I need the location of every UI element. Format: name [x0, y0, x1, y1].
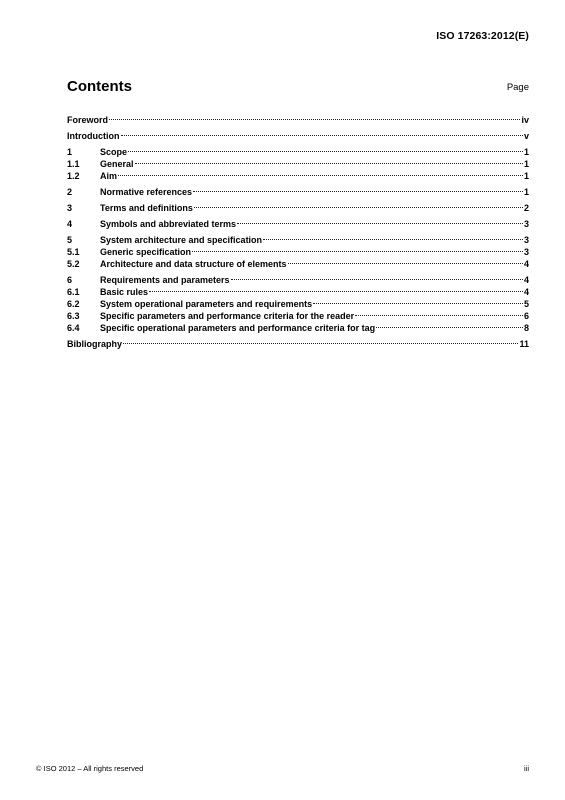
toc-entry[interactable] [67, 155, 529, 167]
toc-entry-number: 1 [67, 147, 73, 157]
document-id-header: ISO 17263:2012(E) [436, 30, 529, 42]
dot-leader [194, 199, 523, 211]
toc-entry-page: 4 [523, 287, 529, 297]
page-number-footer: iii [524, 764, 529, 773]
dot-leader [355, 307, 523, 319]
toc-entry-title: Architecture and data structure of elements [100, 259, 287, 269]
toc-entry-page: 4 [523, 259, 529, 269]
toc-entry-page: 3 [523, 247, 529, 257]
dot-leader [376, 319, 523, 331]
toc-entry-title: System operational parameters and requirements [100, 299, 313, 309]
toc-entry[interactable] [67, 199, 529, 211]
toc-entry-page: 1 [523, 187, 529, 197]
toc-entry[interactable] [67, 215, 529, 227]
toc-entry-title: Symbols and abbreviated terms [100, 219, 237, 229]
toc-entry-page: 6 [523, 311, 529, 321]
toc-entry-page: 3 [523, 235, 529, 245]
dot-leader [121, 127, 523, 139]
toc-entry[interactable] [67, 127, 529, 139]
dot-leader [313, 295, 523, 307]
toc-entry-page: 2 [523, 203, 529, 213]
toc-entry-page: 5 [523, 299, 529, 309]
dot-leader [192, 243, 523, 255]
toc-entry-title: Scope [100, 147, 128, 157]
toc-entry-title: Normative references [100, 187, 193, 197]
toc-entry-title: System architecture and specification [100, 235, 263, 245]
toc-entry[interactable] [67, 143, 529, 155]
toc-entry[interactable] [67, 111, 529, 123]
toc-entry-page: 11 [519, 339, 529, 349]
toc-entry-page: iv [521, 115, 529, 125]
dot-leader [123, 335, 518, 347]
toc-entry-title: Aim [100, 171, 118, 181]
toc-entry-title: Specific operational parameters and performance criteria for tag [100, 323, 376, 333]
toc-entry[interactable] [67, 335, 529, 347]
dot-leader [237, 215, 523, 227]
dot-leader [109, 111, 520, 123]
dot-leader [288, 255, 523, 267]
toc-entry-page: 1 [523, 147, 529, 157]
toc-entry-number: 4 [67, 219, 73, 229]
toc-entry-title: Basic rules [100, 287, 149, 297]
toc-entry-number: 6.1 [67, 287, 80, 297]
toc-entry-title: General [100, 159, 134, 169]
dot-leader [118, 167, 523, 179]
toc-entry-page: 8 [523, 323, 529, 333]
contents-heading: Contents [67, 78, 132, 95]
toc-entry-page: 1 [523, 159, 529, 169]
toc-entry-number: 3 [67, 203, 73, 213]
dot-leader [128, 143, 523, 155]
dot-leader [193, 183, 523, 195]
toc-entry-title: Foreword [67, 115, 109, 125]
toc-entry-title: Generic specification [100, 247, 192, 257]
toc-entry-number: 5.2 [67, 259, 80, 269]
toc-entry[interactable] [67, 231, 529, 243]
toc-entry-page: 1 [523, 171, 529, 181]
toc-entry-number: 5 [67, 235, 73, 245]
page-column-label: Page [506, 82, 529, 93]
toc-entry[interactable] [67, 271, 529, 283]
toc-entry-number: 6.2 [67, 299, 80, 309]
toc-entry[interactable] [67, 183, 529, 195]
toc-entry-page: v [523, 131, 529, 141]
dot-leader [149, 283, 523, 295]
toc-entry-number: 1.2 [67, 171, 80, 181]
toc-entry-number: 5.1 [67, 247, 80, 257]
dot-leader [231, 271, 523, 283]
toc-entry-page: 3 [523, 219, 529, 229]
toc-entry-number: 6 [67, 275, 73, 285]
toc-entry-title: Requirements and parameters [100, 275, 230, 285]
toc-entry-number: 6.3 [67, 311, 80, 321]
dot-leader [135, 155, 523, 167]
toc-entry-title: Introduction [67, 131, 120, 141]
toc-entry-number: 1.1 [67, 159, 80, 169]
table-of-contents [67, 111, 529, 347]
toc-entry-title: Specific parameters and performance criteria for the reader [100, 311, 355, 321]
toc-entry-number: 6.4 [67, 323, 80, 333]
toc-entry-number: 2 [67, 187, 73, 197]
toc-entry-title: Bibliography [67, 339, 123, 349]
toc-entry[interactable] [67, 167, 529, 179]
toc-entry-title: Terms and definitions [100, 203, 193, 213]
toc-entry-page: 4 [523, 275, 529, 285]
copyright-footer: © ISO 2012 – All rights reserved [36, 764, 144, 773]
dot-leader [263, 231, 523, 243]
